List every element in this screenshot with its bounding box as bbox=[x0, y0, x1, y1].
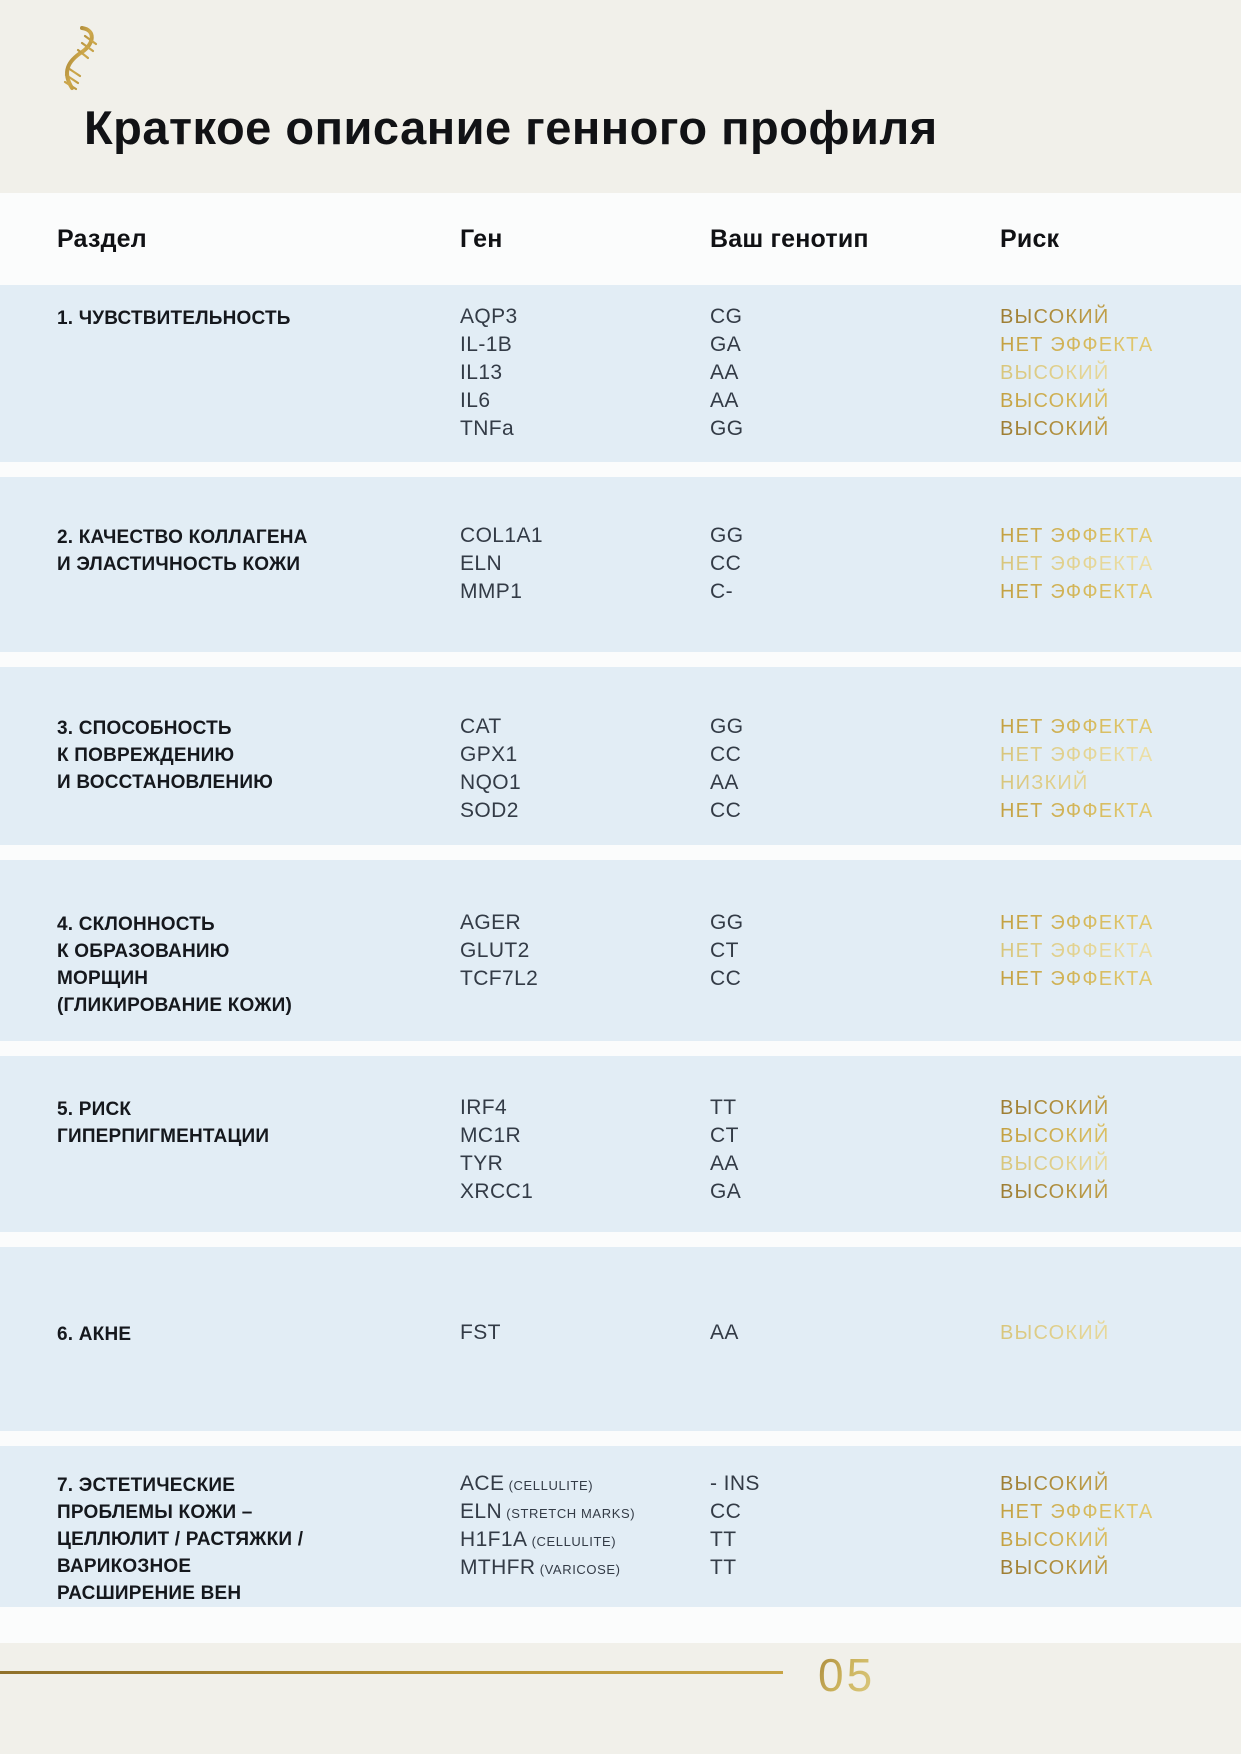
genotype-column bbox=[710, 1319, 1000, 1347]
gene-name: ELN bbox=[460, 552, 503, 575]
risk-value: НИЗКИЙ bbox=[1000, 769, 1241, 797]
section-block bbox=[0, 477, 1241, 652]
risk-value: НЕТ ЭФФЕКТА bbox=[1000, 965, 1241, 993]
gene-column bbox=[460, 1319, 710, 1347]
section-title-line: 4. СКЛОННОСТЬ bbox=[57, 914, 215, 935]
risk-value: ВЫСОКИЙ bbox=[1000, 1554, 1241, 1582]
risk-column bbox=[1000, 303, 1241, 443]
risk-value: ВЫСОКИЙ bbox=[1000, 303, 1241, 331]
genotype-column bbox=[710, 522, 1000, 606]
gene-name: TCF7L2 bbox=[460, 967, 539, 990]
gene-name: SOD2 bbox=[460, 799, 519, 822]
gene-name: IL6 bbox=[460, 389, 491, 412]
gene-name: H1F1A (CELLULITE) bbox=[460, 1528, 617, 1551]
gene-name: IL-1B bbox=[460, 333, 513, 356]
genotype-value: C- bbox=[710, 580, 733, 603]
genotype-value: CG bbox=[710, 305, 743, 328]
risk-column bbox=[1000, 522, 1241, 606]
section-block bbox=[0, 1247, 1241, 1431]
genotype-column bbox=[710, 303, 1000, 443]
risk-column bbox=[1000, 1319, 1241, 1347]
section-title bbox=[57, 1094, 460, 1150]
risk-value: ВЫСОКИЙ bbox=[1000, 387, 1241, 415]
risk-value: ВЫСОКИЙ bbox=[1000, 415, 1241, 443]
section-title-line: 6. АКНЕ bbox=[57, 1324, 132, 1345]
section-title-line: И ЭЛАСТИЧНОСТЬ КОЖИ bbox=[57, 554, 301, 575]
gene-column bbox=[460, 1470, 710, 1582]
gene-note: (CELLULITE) bbox=[504, 1478, 594, 1493]
genotype-value: GG bbox=[710, 911, 744, 934]
gene-name: GPX1 bbox=[460, 743, 518, 766]
gene-name: FST bbox=[460, 1321, 501, 1344]
section-title-line: ВАРИКОЗНОЕ bbox=[57, 1556, 192, 1577]
gene-name: ELN (STRETCH MARKS) bbox=[460, 1500, 636, 1523]
genotype-column bbox=[710, 1470, 1000, 1582]
dna-helix-logo-icon bbox=[52, 24, 108, 94]
risk-value: НЕТ ЭФФЕКТА bbox=[1000, 909, 1241, 937]
section-blocks bbox=[0, 285, 1241, 1607]
genotype-value: GG bbox=[710, 417, 744, 440]
genotype-value: CC bbox=[710, 743, 742, 766]
section-title-line: ЦЕЛЛЮЛИТ / РАСТЯЖКИ / bbox=[57, 1529, 304, 1550]
section-title bbox=[57, 713, 460, 796]
risk-value: НЕТ ЭФФЕКТА bbox=[1000, 550, 1241, 578]
section-title-line: 1. ЧУВСТВИТЕЛЬНОСТЬ bbox=[57, 308, 291, 329]
risk-column bbox=[1000, 1094, 1241, 1206]
gene-name: MMP1 bbox=[460, 580, 523, 603]
risk-value: НЕТ ЭФФЕКТА bbox=[1000, 1498, 1241, 1526]
section-title-line: (ГЛИКИРОВАНИЕ КОЖИ) bbox=[57, 995, 292, 1016]
risk-value: ВЫСОКИЙ bbox=[1000, 1094, 1241, 1122]
risk-value: НЕТ ЭФФЕКТА bbox=[1000, 522, 1241, 550]
gene-column bbox=[460, 909, 710, 993]
risk-value: ВЫСОКИЙ bbox=[1000, 359, 1241, 387]
genotype-value: CC bbox=[710, 552, 742, 575]
genotype-value: CT bbox=[710, 939, 739, 962]
genotype-column bbox=[710, 1094, 1000, 1206]
gene-name: XRCC1 bbox=[460, 1180, 534, 1203]
genotype-value: AA bbox=[710, 1321, 739, 1344]
section-title-line: К ПОВРЕЖДЕНИЮ bbox=[57, 745, 235, 766]
gene-name: CAT bbox=[460, 715, 502, 738]
column-header-section: Раздел bbox=[57, 224, 147, 253]
gene-name: GLUT2 bbox=[460, 939, 530, 962]
risk-value: НЕТ ЭФФЕКТА bbox=[1000, 578, 1241, 606]
gene-note: (CELLULITE) bbox=[527, 1534, 617, 1549]
section-title-line: 7. ЭСТЕТИЧЕСКИЕ bbox=[57, 1475, 236, 1496]
risk-value: ВЫСОКИЙ bbox=[1000, 1526, 1241, 1554]
genotype-value: GA bbox=[710, 333, 742, 356]
gene-column bbox=[460, 522, 710, 606]
section-title-line: ПРОБЛЕМЫ КОЖИ – bbox=[57, 1502, 253, 1523]
gene-column bbox=[460, 1094, 710, 1206]
risk-column bbox=[1000, 713, 1241, 825]
risk-value: НЕТ ЭФФЕКТА bbox=[1000, 713, 1241, 741]
genotype-value: AA bbox=[710, 1152, 739, 1175]
column-header-gene: Ген bbox=[460, 224, 503, 253]
genotype-value: TT bbox=[710, 1528, 737, 1551]
genotype-value: GG bbox=[710, 715, 744, 738]
risk-column bbox=[1000, 1470, 1241, 1582]
genotype-value: GG bbox=[710, 524, 744, 547]
gene-note: (STRETCH MARKS) bbox=[502, 1506, 636, 1521]
section-block bbox=[0, 1056, 1241, 1232]
gene-name: ACE (CELLULITE) bbox=[460, 1472, 594, 1495]
page-title: Краткое описание генного профиля bbox=[84, 101, 938, 154]
section-block bbox=[0, 1446, 1241, 1607]
section-title-line: МОРЩИН bbox=[57, 968, 149, 989]
gene-column bbox=[460, 713, 710, 825]
section-title bbox=[57, 909, 460, 1019]
genotype-column bbox=[710, 713, 1000, 825]
gene-name: NQO1 bbox=[460, 771, 522, 794]
gene-name: AGER bbox=[460, 911, 522, 934]
genotype-value: - INS bbox=[710, 1472, 760, 1495]
genotype-value: TT bbox=[710, 1096, 737, 1119]
section-title bbox=[57, 522, 460, 578]
column-header-genotype: Ваш генотип bbox=[710, 224, 869, 253]
section-title-line: РАСШИРЕНИЕ ВЕН bbox=[57, 1583, 242, 1604]
genotype-value: GA bbox=[710, 1180, 742, 1203]
section-block bbox=[0, 667, 1241, 845]
gene-profile-table bbox=[0, 193, 1241, 1643]
gene-name: MTHFR (VARICOSE) bbox=[460, 1556, 621, 1579]
table-header-row bbox=[0, 193, 1241, 285]
genotype-value: AA bbox=[710, 389, 739, 412]
section-title-line: 2. КАЧЕСТВО КОЛЛАГЕНА bbox=[57, 527, 308, 548]
genotype-value: CC bbox=[710, 967, 742, 990]
genotype-column bbox=[710, 909, 1000, 993]
genotype-value: AA bbox=[710, 361, 739, 384]
section-title bbox=[57, 303, 460, 332]
footer-divider-line bbox=[0, 1671, 783, 1674]
genotype-value: CC bbox=[710, 1500, 742, 1523]
risk-value: ВЫСОКИЙ bbox=[1000, 1319, 1241, 1347]
gene-column bbox=[460, 303, 710, 443]
gene-note: (VARICOSE) bbox=[535, 1562, 621, 1577]
section-title-line: И ВОССТАНОВЛЕНИЮ bbox=[57, 772, 273, 793]
gene-name: IRF4 bbox=[460, 1096, 508, 1119]
risk-value: ВЫСОКИЙ bbox=[1000, 1150, 1241, 1178]
gene-name: IL13 bbox=[460, 361, 503, 384]
risk-value: ВЫСОКИЙ bbox=[1000, 1122, 1241, 1150]
risk-value: ВЫСОКИЙ bbox=[1000, 1470, 1241, 1498]
risk-value: НЕТ ЭФФЕКТА bbox=[1000, 937, 1241, 965]
gene-name: AQP3 bbox=[460, 305, 518, 328]
genotype-value: CC bbox=[710, 799, 742, 822]
genotype-value: CT bbox=[710, 1124, 739, 1147]
risk-value: НЕТ ЭФФЕКТА bbox=[1000, 741, 1241, 769]
risk-value: НЕТ ЭФФЕКТА bbox=[1000, 331, 1241, 359]
genotype-value: AA bbox=[710, 771, 739, 794]
section-title-line: ГИПЕРПИГМЕНТАЦИИ bbox=[57, 1126, 270, 1147]
section-title-line: 3. СПОСОБНОСТЬ bbox=[57, 718, 232, 739]
section-title bbox=[57, 1319, 460, 1348]
column-header-risk: Риск bbox=[1000, 224, 1060, 253]
risk-column bbox=[1000, 909, 1241, 993]
genotype-value: TT bbox=[710, 1556, 737, 1579]
section-block bbox=[0, 285, 1241, 462]
page-number: 05 bbox=[818, 1649, 876, 1701]
risk-value: НЕТ ЭФФЕКТА bbox=[1000, 797, 1241, 825]
gene-name: COL1A1 bbox=[460, 524, 543, 547]
risk-value: ВЫСОКИЙ bbox=[1000, 1178, 1241, 1206]
section-title bbox=[57, 1470, 460, 1607]
section-title-line: К ОБРАЗОВАНИЮ bbox=[57, 941, 230, 962]
gene-name: TYR bbox=[460, 1152, 504, 1175]
gene-name: TNFa bbox=[460, 417, 515, 440]
section-title-line: 5. РИСК bbox=[57, 1099, 132, 1120]
gene-name: MC1R bbox=[460, 1124, 522, 1147]
section-block bbox=[0, 860, 1241, 1041]
